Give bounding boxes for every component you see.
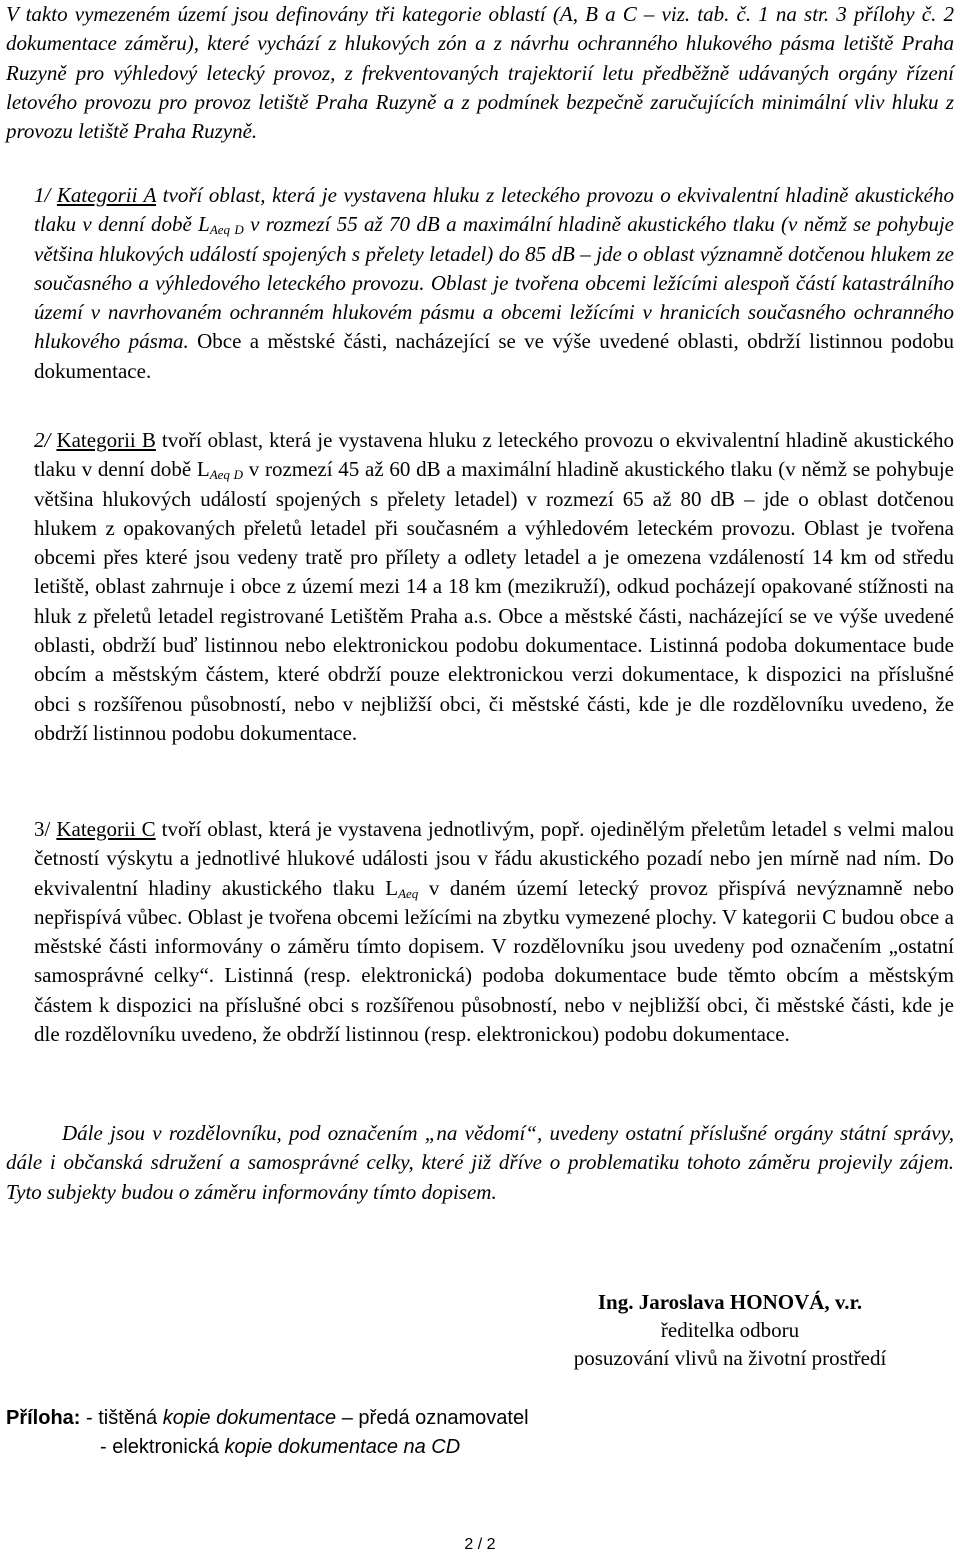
- category-c-text-2: Do ekvivalentní hladiny akustického tlaku L: [34, 846, 954, 900]
- signatory-title: ředitelka odboru: [660, 1318, 800, 1342]
- category-c-term: Kategorii C: [56, 817, 156, 841]
- category-a-text-1: tvoří oblast, která je vystavena hluku z leteckého provozu o ekvivalentní hladině akustického tlaku v denní době L: [34, 183, 954, 237]
- closing-text: Dále jsou v rozdělovníku, pod označením „na vědomí“, uvedeny ostatní příslušné orgány státní správy, dále i občanská sdružení a samosprávné celky, které již dříve o problematiku tohoto záměru projevily zájem. Tyto subjekty budou o záměru informovány tímto dopisem.: [6, 1121, 954, 1204]
- attachment-item-2-a: - elektronická: [100, 1436, 225, 1458]
- category-c-number: 3/: [34, 817, 57, 841]
- attachment-item-1-b: kopie dokumentace: [162, 1407, 337, 1429]
- category-b-subscript: Aeq D: [209, 467, 244, 483]
- attachment-item-2-b: kopie dokumentace na CD: [224, 1436, 461, 1458]
- category-c-text-3: v daném území letecký provoz přispívá nevýznamně nebo nepřispívá vůbec.: [34, 875, 954, 929]
- category-b-text-4: Obce a městské části, nacházející se ve výše uvedené oblasti, obdrží buď listinnou nebo elektronickou podobu dokumentace. Listinná podoba dokumentace bude obcím a městským částem, které obdrží pouze elektronickou verzi dokumentace, k dispozici na příslušné obci s rozšířenou působností, nebo v nejbližší obci, či městské části, kde je dle rozdělovníku uvedeno, že obdrží listinnou podobu dokumentace.: [34, 603, 954, 745]
- category-a-text-2: v rozmezí 55 až 70 dB a maximální hladině akustického tlaku (v němž se pohybuje většina hlukových událostí spojených s přelety letadel) do 85 dB – jde o oblast významně dotčenou hlukem ze současného a výhledového leteckého provozu.: [34, 212, 954, 295]
- closing-paragraph: [6, 1119, 954, 1207]
- category-a-term: Kategorii A: [56, 183, 157, 207]
- signatory-department: posuzování vlivů na životní prostředí: [573, 1346, 887, 1370]
- attachment-line-1: [6, 1404, 529, 1433]
- category-a-number: 1/: [34, 183, 57, 207]
- category-c-text-4: Oblast je tvořena obcemi ležícími na zbytku vymezené plochy.: [182, 904, 717, 929]
- signatory-name: Ing. Jaroslava HONOVÁ, v.r.: [597, 1290, 863, 1314]
- attachment-label: Příloha:: [6, 1407, 81, 1429]
- category-b-text-3: Oblast je tvořena obcemi přes které jsou vedeny tratě pro přílety a odlety letadel a je omezena vzdáleností 14 km od středu letiště, oblast zahrnuje i obce z území mezi 14 a 18 km (mezikruží), odkud pocházejí opakované stížnosti na hluk z přeletů letadel registrované Letištěm Praha a.s.: [34, 515, 955, 628]
- signature-block: [520, 1288, 940, 1372]
- attachment-line-2: [6, 1433, 529, 1462]
- category-c-paragraph: [34, 815, 954, 1049]
- attachment-item-1-a: - tištěná: [80, 1407, 163, 1429]
- attachment-item-1-c: – předá oznamovatel: [336, 1407, 529, 1429]
- intro-text: V takto vymezeném území jsou definovány tři kategorie oblastí (A, B a C – viz. tab. č. 1 na str. 3 přílohy č. 2 dokumentace záměru), které vychází z hlukových zón a z návrhu ochranného hlukového pásma letiště Praha Ruzyně pro výhledový letecký provoz, z frekventovaných trajektorií letu předběžně udávaných orgány řízení letového provozu pro provoz letiště Praha Ruzyně a z podmínek bezpečně zaručujících minimální vliv hluku z provozu letiště Praha Ruzyně.: [6, 2, 954, 144]
- category-c-text-1: tvoří oblast, která je vystavena jednotlivým, popř. ojedinělým přeletům letadel s velmi malou četností výskytu a jednotlivé hlukové události jsou v řádu akustického pozadí nebo jen mírně nad ním.: [34, 817, 954, 871]
- category-b-text-2: v rozmezí 45 až 60 dB a maximální hladině akustického tlaku (v němž se pohybuje většina hlukových událostí spojených s přelety letadel) v rozmezí 65 až 80 dB – jde o oblast dotčenou hlukem z opakovaných přeletů letadel při současném a výhledovém leteckém provozu.: [34, 457, 954, 540]
- category-b-paragraph: [34, 426, 954, 748]
- category-c-text-5: V kategorii C budou obce a městské části informovány o záměru tímto dopisem. V rozdělovníku jsou uvedeny pod označením „ostatní samosprávné celky“. Listinná (resp. elektronická) podoba dokumentace bude těmto obcím a městským částem k dispozici na příslušné obci s rozšířenou působností, nebo v nejbližší obci, či městské části, kde je dle rozdělovníku uvedeno, že obdrží listinnou (resp. elektronickou) podobu dokumentace.: [34, 904, 954, 1047]
- category-a-text-3: Oblast je tvořena obcemi ležícími alespoň částí katastrálního území v navrhovaném ochranném hlukovém pásmu a obcemi ležícími v hranicích současného ochranného hlukového pásma.: [34, 270, 954, 354]
- category-b-number: 2/: [34, 428, 57, 452]
- category-a-subscript: Aeq D: [209, 222, 244, 238]
- category-b-text-1: tvoří oblast, která je vystavena hluku z leteckého provozu o ekvivalentní hladině akustického tlaku v denní době L: [34, 428, 954, 482]
- page-number: 2 / 2: [464, 1536, 496, 1553]
- category-a-paragraph: [34, 181, 954, 386]
- category-a-text-4: Obce a městské části, nacházející se ve výše uvedené oblasti, obdrží listinnou podobu dokumentace.: [34, 329, 954, 383]
- intro-paragraph: [6, 0, 954, 146]
- category-c-subscript: Aeq: [398, 885, 419, 901]
- attachment-block: [6, 1404, 529, 1462]
- category-b-term: Kategorii B: [56, 428, 156, 452]
